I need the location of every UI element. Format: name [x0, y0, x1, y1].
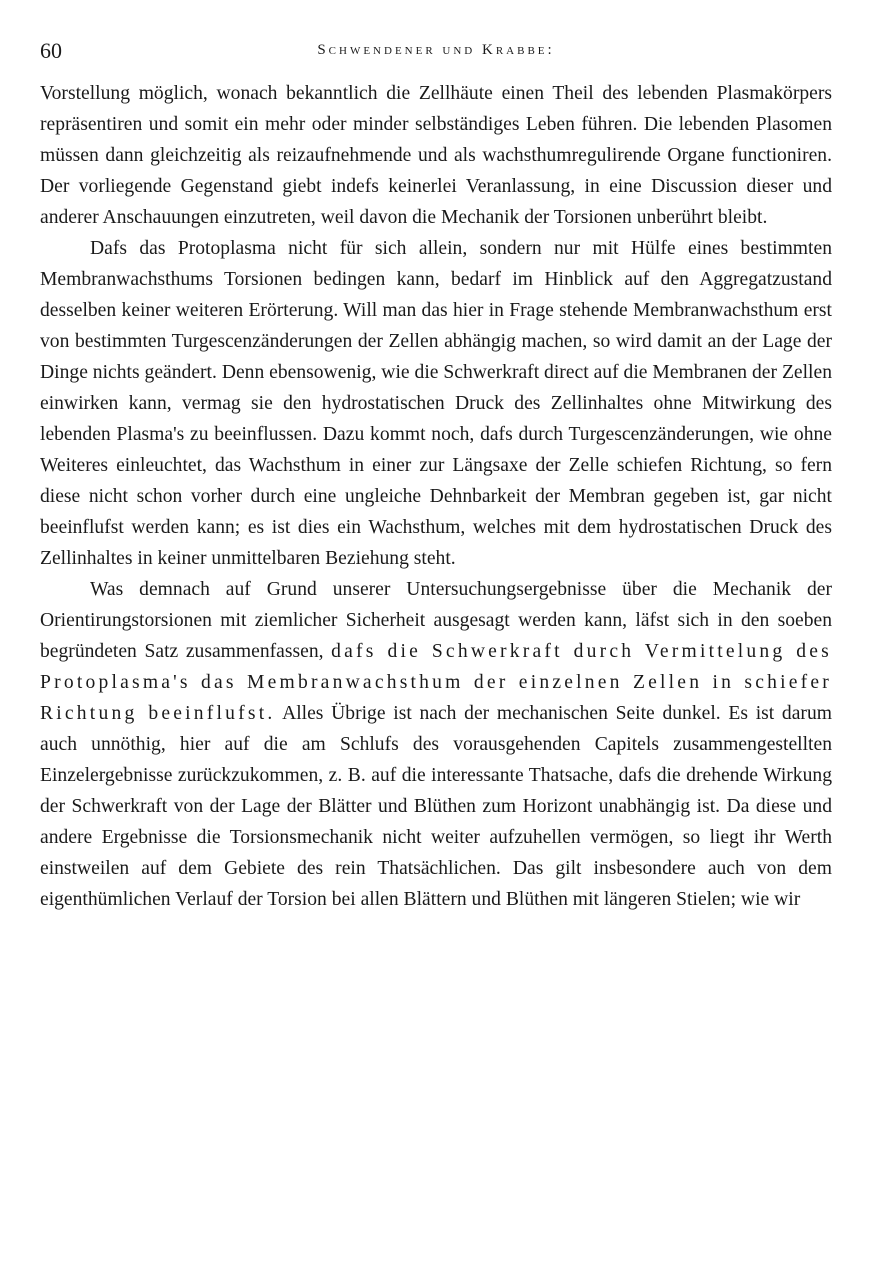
page — [40, 38, 832, 915]
paragraph-1-text: Vorstellung möglich, wonach bekanntlich die Zellhäute einen Theil des lebenden Plasmakörpers repräsentiren und somit ein mehr oder minder selbständiges Leben führen. Die lebenden Plasomen müssen dann gleichzeitig als reizaufnehmende und als wachsthumregulirende Organe functioniren. Der vorliegende Gegenstand giebt indefs keinerlei Veranlassung, in eine Discussion dieser und anderer Anschauungen einzutreten, weil davon die Mechanik der Torsionen unberührt bleibt. — [40, 83, 832, 228]
running-title: Schwendener und Krabbe: — [317, 42, 555, 58]
paragraph-1 — [40, 78, 832, 233]
running-head — [40, 38, 832, 78]
paragraph-2-text: Dafs das Protoplasma nicht für sich allein, sondern nur mit Hülfe eines bestimmten Membranwachsthums Torsionen bedingen kann, bedarf im Hinblick auf den Aggregatzustand desselben keiner weiteren Erörterung. Will man das hier in Frage stehende Membranwachsthum erst von bestimmten Turgescenzänderungen der Zellen abhängig machen, so wird damit an der Lage der Dinge nichts geändert. Denn ebensowenig, wie die Schwerkraft direct auf die Membranen der Zellen einwirken kann, vermag sie den hydrostatischen Druck des Zellinhaltes ohne Mitwirkung des lebenden Plasma's zu beeinflussen. Dazu kommt noch, dafs durch Turgescenzänderungen, wie ohne Weiteres einleuchtet, das Wachsthum in einer zur Längsaxe der Zelle schiefen Richtung, so fern diese nicht schon vorher durch eine ungleiche Dehnbarkeit der Membran gegeben ist, gar nicht beeinflufst werden kann; es ist dies ein Wachsthum, welches mit dem hydrostatischen Druck des Zellinhaltes in keiner unmittelbaren Beziehung steht. — [40, 238, 832, 569]
paragraph-3-text-start: Was demnach auf Grund unserer Untersuchungsergebnisse über die Mechanik der Orientirungstorsionen mit ziemlicher Sicherheit ausgesagt werden kann, läfst sich in den soeben begründeten Satz zusammenfassen, — [40, 579, 832, 662]
page-number: 60 — [40, 38, 62, 63]
paragraph-3-text-end: Alles Übrige ist nach der mechanischen Seite dunkel. Es ist darum auch unnöthig, hier auf die am Schlufs des vorausgehenden Capitels zusammengestellten Einzelergebnisse zurückzukommen, z. B. auf die interessante Thatsache, dafs die drehende Wirkung der Schwerkraft von der Lage der Blätter und Blüthen zum Horizont unabhängig ist. Da diese und andere Ergebnisse die Torsionsmechanik nicht weiter aufzuhellen vermögen, so liegt ihr Werth einstweilen auf dem Gebiete des rein Thatsächlichen. Das gilt insbesondere auch von dem eigenthümlichen Verlauf der Torsion bei allen Blättern und Blüthen mit längeren Stielen; wie wir — [40, 703, 832, 910]
paragraph-2 — [40, 233, 832, 574]
body-text — [40, 78, 832, 915]
emphasized-thesis: dafs die Schwerkraft durch Vermittelung des Protoplasma's das Membranwachsthum der einzelnen Zellen in schiefer Richtung beeinflufst. — [40, 641, 832, 724]
paragraph-3 — [40, 574, 832, 915]
